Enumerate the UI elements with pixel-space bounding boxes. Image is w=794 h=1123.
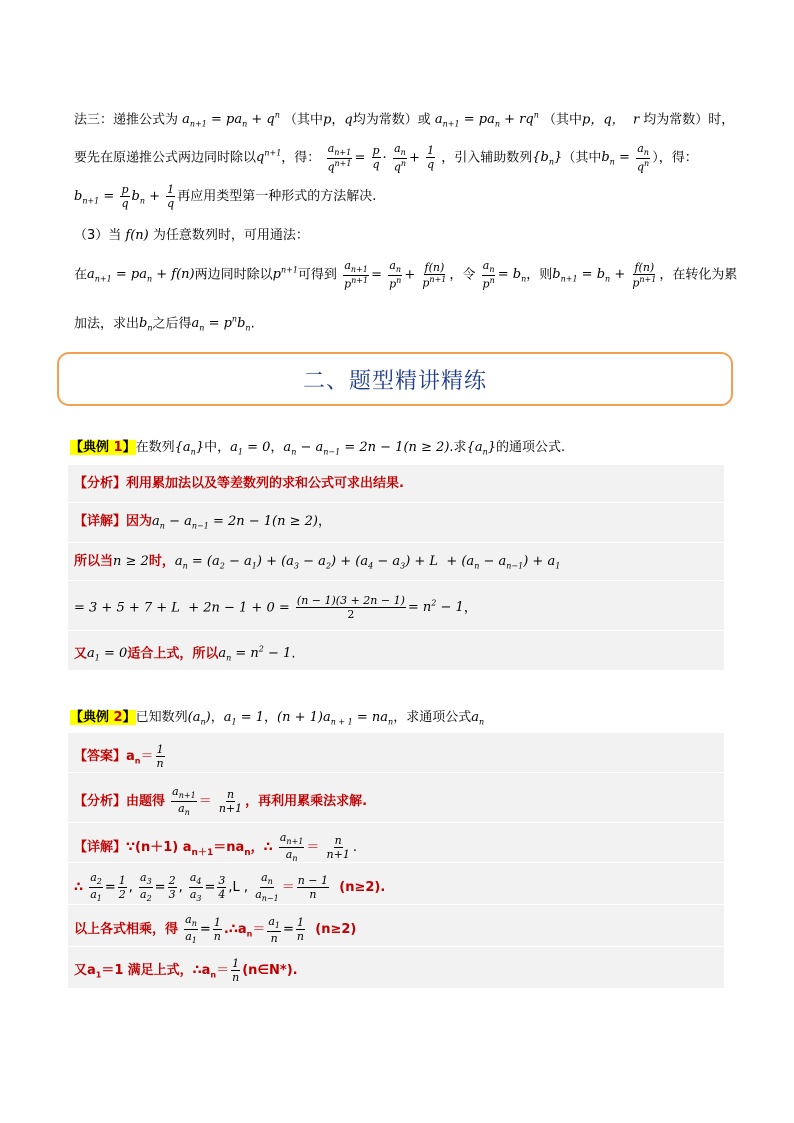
example1-question: 【典例 1】在数列$\{a_n\}$中，$a_1 = 0$，$a_n - a_{n-1} = 2n - 1(n \ge 2)$.求$\{a_n\}$的通项公式. [70,440,566,457]
text: 在 [74,267,88,283]
text: 满足上式，∴ [127,963,202,978]
text: 时， [148,554,175,569]
text: 均为常数）时， [643,112,735,128]
text: 所以当 [74,554,114,569]
text: ＝na [213,840,245,856]
divider [68,772,724,773]
example1-analysis [74,474,404,494]
condition: (n≥2). [339,880,386,896]
fraction: $\frac{a_n}{q^n}$ [636,142,650,174]
text: ，∴ [250,840,273,856]
method3-line2: 要先在原递推公式两边同时除以$q^{n+1}$，得： $\frac{a_{n+1}}{q^{n+1}}$ = $\frac{p}{q}$ · $\frac{a_n}{q^n}$ + $\frac{1}{q}$ ，引入辅助数列$\{b_n\}$（其中$b_n$ = $\frac{a_n}{q^n}$ ），得： [74,142,698,174]
method3-line3: $b_{n+1}$ = $\frac{p}{q}$ $b_n$ + $\frac{1}{q}$ 再应用类型第一种形式的方法解决. [74,183,377,210]
analysis-label: 【分析】 [74,794,127,810]
section-title: 二、题型精讲精练 [302,368,487,394]
text: ，得： [281,150,321,166]
fraction: $\frac{1}{q}$ [167,183,175,210]
text: ，引入辅助数列 [441,150,533,166]
fraction: $\frac{1}{q}$ [427,144,435,172]
text: 由题得 [126,794,166,810]
var: p [323,112,332,128]
example2-tag: 【典例 2】 [70,710,136,725]
example2-conclusion: 又$a_1=1$ 满足上式，$\therefore a_n=$ $\frac{1}{n}$ (n∈N*). [74,957,298,984]
text: ，再利用累乘法求解. [245,794,368,810]
var: q [344,112,353,128]
text: 已知数列 [135,710,188,725]
example2-step1: ∴ $\frac{a_2}{a_1}$ = $\frac{1}{2}$ , $\frac{a_3}{a_2}$ = $\frac{2}{3}$ , $\frac{a_4}{a_3}$ = $\frac{3}{4}$ ,L , $\frac{a_n}{a_{n-1}}$ ＝ $\frac{n - 1}{n}$ (n≥2). [74,871,386,904]
text: 两边同时除以 [194,267,273,283]
text: 又 [74,963,88,978]
example2-analysis: 【分析】由题得 $\frac{a_{n+1}}{a_n}$ ＝ $\frac{n}{n+1}$ ，再利用累乘法求解. [74,785,368,818]
text: 又 [74,646,88,662]
text: 因为 [126,514,153,529]
text: ，在转化为累 [659,267,738,283]
example1-tag: 【典例 1】 [70,440,136,455]
method3-line6: 加法，求出$b_n$之后得$a_n = p^nb_n$. [74,315,255,333]
detail-label: 【详解】 [74,840,127,856]
method3-line4 [74,226,309,246]
formula: $a_{n+1} = pa_n + q^n$ [182,111,280,129]
text: （其中 [284,112,324,128]
text: （3）当 [74,228,122,243]
divider [68,822,724,823]
text: 再应用类型第一种形式的方法解决. [177,189,377,204]
text: 法三：递推公式为 [74,112,179,128]
divider [68,502,724,503]
text: 之后得 [152,316,192,332]
fraction: $\frac{a_{n+1}}{q^{n+1}}$ [327,142,352,174]
fraction: $\frac{a_n}{q^n}$ [393,142,407,174]
section-title-box [57,352,733,406]
method3-line1 [74,106,734,135]
example1-step2: = 3 + 5 + 7 + L + 2n − 1 + 0 = $\frac{(n - 1)(3 + 2n - 1)}{2}$ = $n^2 - 1$， [74,594,477,622]
text: ∵(n＋1) a [126,840,192,856]
text: ），得： [652,150,698,166]
divider [68,580,724,581]
text: 以上各式相乘，得 [74,922,179,938]
detail-label: 【详解】 [74,514,127,529]
example1-detail: 【详解】因为$a_n - a_{n-1} = 2n - 1(n \ge 2)$， [74,514,332,531]
fraction: $\frac{p}{q}$ [121,183,129,210]
example1-conclusion: 又$a_1 = 0$适合上式，所以$a_n = n^2 - 1$. [74,645,296,663]
text: （其中 [562,150,602,166]
example1-step1: 所以当n ≥ 2时，$a_n = (a_2 - a_1) + (a_3 - a_2) + (a_4 - a_3) + L + (a_n - a_{n-1}) + a_1$ [74,554,561,571]
example2-step2: 以上各式相乘，得 $\frac{a_n}{a_1}$ = $\frac{1}{n}$ $.\therefore a_n=$ $\frac{a_1}{n}$ = $\frac{1}{n}$ (n≥2) [74,913,357,946]
text: ，求通项公式 [393,710,472,725]
text: 中， [204,440,231,455]
fraction: $\frac{p}{q}$ [372,144,380,172]
divider [68,542,724,543]
divider [68,630,724,631]
text: .求 [449,440,467,455]
text: ， [331,112,345,128]
text: 加法，求出 [74,316,140,332]
var: f(n) [125,228,149,243]
example2-question: 【典例 2】已知数列$(a_n)$，$a_1 = 1$，$(n + 1)a_{n + 1} = na_n$，求通项公式$a_n$ [70,710,485,727]
example2-answer: 【答案】$a_n=$ $\frac{1}{n}$ [74,743,164,770]
condition: (n≥2) [315,922,357,938]
text: 均为常数）或 [352,112,431,128]
condition: (n∈N*). [242,963,298,978]
text: 可得到 [297,267,337,283]
text: 为任意数列时，可用通法： [152,228,309,243]
answer-label: 【答案】 [74,749,127,764]
method3-line5: 在$a_{n+1} = pa_n + f(n)$两边同时除以$p^{n+1}$可得到 $\frac{a_{n+1}}{p^{n+1}}$ = $\frac{a_n}{p^n}$ + $\frac{f(n)}{p^{n+1}}$ ，令 $\frac{a_n}{p^n}$ = $b_n$，则$b_{n+1} = b_n$ + $\frac{f(n)}{p^{n+1}}$ ，在转化为累 [74,259,738,291]
analysis-label: 【分析】 [74,476,127,491]
analysis-text: 利用累加法以及等差数列的求和公式可求出结果. [126,476,404,491]
var: p，q， [582,112,625,128]
text: 在数列 [135,440,175,455]
example2-detail: 【详解】∵(n＋1) $a_{n+1}=na_n$，∴ $\frac{a_{n+1}}{a_n}$ ＝ $\frac{n}{n+1}$ . [74,831,357,864]
divider [68,946,724,947]
formula: $a_{n+1} = pa_n + rq^n$ [434,111,539,129]
divider [68,904,724,905]
text: ， [210,710,224,725]
text: ， [270,440,284,455]
text: ，令 [449,267,476,283]
text: 要先在原递推公式两边同时除以 [74,150,257,166]
text: （其中 [543,112,583,128]
text: 适合上式，所以 [127,646,219,662]
text: ，则 [526,267,553,283]
text: 的通项公式. [496,440,566,455]
var: r [632,112,640,128]
text: ， [264,710,278,725]
formula: $q^{n+1}$ [256,149,282,166]
